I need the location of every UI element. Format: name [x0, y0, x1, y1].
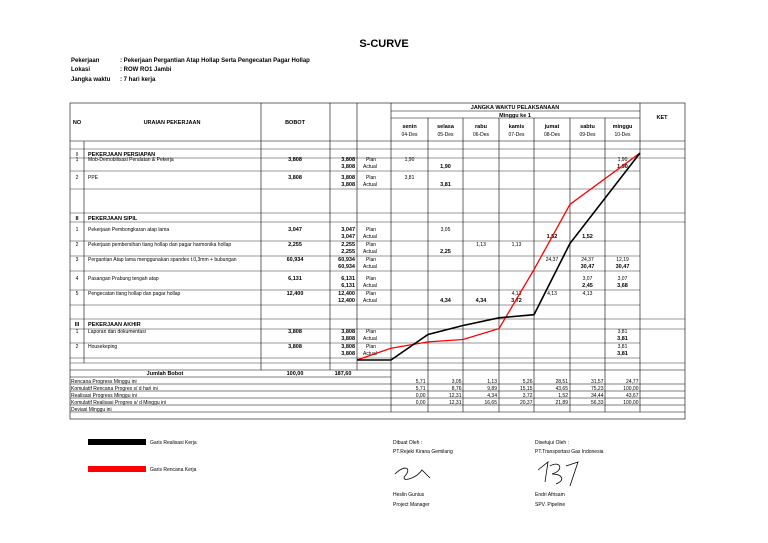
- legend-real-label: Garis Realisasi Kerja: [150, 440, 197, 446]
- item-bobot: 3,808: [288, 157, 302, 163]
- actual-label: Actual: [363, 298, 377, 304]
- summary-value: 8,76: [451, 386, 462, 392]
- plan-value: 24,37: [545, 257, 559, 263]
- summary-value: 1,13: [487, 379, 497, 385]
- plan-label: Plan: [366, 257, 377, 263]
- item-weight-plan: 12,400: [338, 291, 355, 297]
- item-no: 1: [75, 227, 79, 233]
- item-no: 3: [75, 257, 79, 263]
- summary-label: Deviasi Minggu ini: [71, 407, 112, 413]
- signature-supervisor: [538, 462, 578, 486]
- item-bobot: 3,808: [288, 175, 302, 181]
- day-name: rabu: [475, 124, 487, 130]
- summary-value: 43,65: [555, 386, 568, 392]
- made-by-label: Dibuat Oleh :: [393, 440, 423, 446]
- actual-label: Actual: [363, 182, 377, 188]
- item-no: 2: [75, 242, 79, 248]
- summary-value: 0,00: [415, 400, 426, 406]
- legend-plan-swatch: [88, 466, 146, 472]
- day-date: 08-Des: [543, 132, 561, 138]
- item-bobot: 6,131: [288, 276, 302, 282]
- plan-value: 12,19: [616, 257, 629, 263]
- summary-value: 56,33: [590, 400, 604, 406]
- summary-value: 12,31: [448, 393, 462, 399]
- item-bobot: 60,934: [286, 257, 304, 263]
- total-label: Jumlah Bobot: [146, 371, 184, 377]
- summary-value: 24,77: [625, 379, 639, 385]
- day-date: 10-Des: [614, 132, 631, 138]
- actual-value: 2,25: [440, 249, 451, 255]
- approved-by-company: PT.Transportasi Gas Indonesia: [535, 449, 604, 455]
- summary-label: Realisasi Progress Minggu ini: [71, 393, 137, 399]
- summary-value: 100,00: [623, 400, 639, 406]
- item-weight-plan: 6,131: [341, 276, 355, 282]
- summary-value: 3,72: [522, 393, 533, 399]
- summary-value: 9,89: [487, 386, 497, 392]
- summary-value: 43,67: [625, 393, 639, 399]
- plan-value: 3,81: [617, 329, 628, 335]
- item-name: Laporan dan dokumentasi: [88, 329, 146, 335]
- pekerjaan-value: : Pekerjaan Pergantian Atap Hollap Serta Pengecatan Pagar Hollap: [120, 58, 310, 64]
- item-weight-actual: 3,808: [341, 351, 355, 357]
- legend-real-swatch: [88, 439, 146, 445]
- signature-manager: [395, 468, 430, 479]
- header-no: NO: [72, 120, 82, 126]
- item-weight-actual: 3,808: [341, 336, 355, 342]
- summary-value: 3,05: [451, 379, 462, 385]
- made-by-company: PT.Rejeki Kirana Gemilang: [393, 449, 453, 455]
- plan-value: 3,07: [617, 276, 628, 282]
- plan-label: Plan: [366, 227, 377, 233]
- actual-value: 4,34: [475, 298, 487, 304]
- summary-value: 1,52: [558, 393, 568, 399]
- item-bobot: 3,808: [288, 344, 302, 350]
- item-weight-actual: 3,808: [341, 164, 355, 170]
- actual-value: 1,52: [582, 234, 593, 240]
- summary-value: 4,34: [487, 393, 497, 399]
- summary-value: 100,00: [623, 386, 639, 392]
- actual-label: Actual: [363, 249, 377, 255]
- plan-label: Plan: [366, 344, 377, 350]
- item-no: 1: [75, 329, 79, 335]
- summary-value: 5,71: [415, 379, 426, 385]
- header-bobot: BOBOT: [285, 120, 305, 126]
- jangka-value: : 7 hari kerja: [120, 77, 156, 83]
- day-date: 04-Des: [401, 132, 418, 138]
- plan-label: Plan: [366, 157, 377, 163]
- item-weight-actual: 6,131: [341, 283, 355, 289]
- item-weight-plan: 60,934: [338, 257, 355, 263]
- actual-value: 3,68: [617, 283, 628, 289]
- summary-value: 28,51: [555, 379, 568, 385]
- actual-value: 30,47: [615, 264, 630, 270]
- item-bobot: 12,400: [286, 291, 304, 297]
- item-weight-plan: 3,047: [341, 227, 355, 233]
- made-by-name: Heslin Gunius: [393, 492, 425, 498]
- item-no: 1: [75, 157, 79, 163]
- plan-value: 3,81: [404, 175, 415, 181]
- item-weight-actual: 2,255: [341, 249, 355, 255]
- item-no: 2: [75, 175, 79, 181]
- section-3-title: PEKERJAAN AKHIR: [88, 322, 141, 328]
- plan-label: Plan: [366, 175, 377, 181]
- summary-label: Komulatif Realisasi Progres s/ d Minggu ini: [71, 400, 167, 406]
- legend-plan-label: Garis Rencana Kerja: [150, 467, 197, 473]
- item-weight-plan: 2,255: [341, 242, 355, 248]
- actual-value: 3,72: [511, 298, 522, 304]
- day-name: sabtu: [580, 124, 595, 130]
- actual-value: 1,90: [617, 164, 628, 170]
- plan-value: 1,13: [476, 242, 486, 248]
- plan-label: Plan: [366, 242, 377, 248]
- approved-by-role: SPV. Pipeline: [535, 502, 566, 508]
- plan-value: 4,13: [511, 291, 522, 297]
- day-name: minggu: [612, 124, 633, 130]
- item-weight-plan: 3,808: [341, 344, 355, 350]
- item-name: Pekerjaan Pembongkaran atap lama: [88, 227, 170, 233]
- day-name: jumat: [544, 124, 560, 130]
- pekerjaan-label: Pekerjaan: [71, 58, 100, 64]
- actual-value: 2,45: [582, 283, 593, 289]
- actual-label: Actual: [363, 336, 377, 342]
- made-by-role: Project Manager: [393, 502, 430, 508]
- day-date: 07-Des: [508, 132, 525, 138]
- page-title: S-CURVE: [359, 38, 409, 50]
- actual-label: Actual: [363, 234, 377, 240]
- jangka-label: Jangka waktu: [71, 77, 111, 83]
- actual-label: Actual: [363, 164, 377, 170]
- item-weight-plan: 3,808: [341, 329, 355, 335]
- plan-label: Plan: [366, 329, 377, 335]
- summary-value: 21,89: [555, 400, 568, 406]
- day-name: selasa: [437, 124, 454, 130]
- summary-value: 5,71: [415, 386, 426, 392]
- plan-value: 24,37: [581, 257, 594, 263]
- header-uraian: URAIAN PEKERJAAN: [143, 120, 201, 126]
- approved-by-label: Disetujui Oleh :: [535, 440, 569, 446]
- actual-label: Actual: [363, 264, 377, 270]
- item-bobot: 3,808: [288, 329, 302, 335]
- plan-value: 4,13: [547, 291, 557, 297]
- day-name: kamis: [508, 124, 525, 130]
- item-bobot: 3,047: [288, 227, 302, 233]
- summary-value: 0,00: [415, 393, 426, 399]
- plan-value: 1,90: [404, 157, 415, 163]
- plan-value: 3,81: [617, 344, 628, 350]
- section-2-no: II: [75, 216, 79, 222]
- item-name: Mob-Demobilisasi Peralatan & Pekerja: [88, 157, 174, 163]
- item-name: PPE: [88, 175, 99, 181]
- plan-label: Plan: [366, 276, 377, 282]
- item-no: 2: [75, 344, 79, 350]
- section-3-no: III: [74, 322, 80, 328]
- actual-value: 1,52: [546, 234, 558, 240]
- actual-value: 30,47: [580, 264, 595, 270]
- summary-value: 15,15: [519, 386, 533, 392]
- item-name: Pasangan Prabung tengah atap: [88, 276, 159, 282]
- plan-value: 1,13: [511, 242, 522, 248]
- header-jangka: JANGKA WAKTU PELAKSANAAN: [470, 105, 560, 111]
- plan-value: 4,13: [582, 291, 593, 297]
- actual-value: 3,81: [617, 336, 628, 342]
- summary-value: 75,23: [590, 386, 604, 392]
- summary-value: 20,37: [519, 400, 533, 406]
- item-weight-plan: 3,808: [341, 157, 355, 163]
- actual-value: 3,81: [440, 182, 451, 188]
- total-weight: 187,60: [334, 371, 352, 377]
- item-no: 5: [75, 291, 79, 297]
- lokasi-label: Lokasi: [71, 67, 91, 73]
- day-date: 09-Des: [579, 132, 596, 138]
- total-bobot: 100,00: [286, 371, 304, 377]
- item-weight-actual: 60,934: [338, 264, 355, 270]
- header-ket: KET: [656, 115, 668, 121]
- day-date: 06-Des: [472, 132, 490, 138]
- actual-label: Actual: [363, 283, 377, 289]
- item-no: 4: [75, 276, 79, 282]
- plan-value: 3,07: [582, 276, 593, 282]
- day-date: 05-Des: [437, 132, 454, 138]
- summary-value: 12,31: [448, 400, 462, 406]
- item-name: Pekerjaan pembersihan tiang hollap dan pagar harmonika hollap: [88, 242, 232, 248]
- item-bobot: 2,255: [288, 242, 302, 248]
- plan-label: Plan: [366, 291, 377, 297]
- header-minggu: Minggu ke 1: [499, 113, 531, 119]
- plan-value: 3,05: [440, 227, 451, 233]
- section-2-title: PEKERJAAN SIPIL: [88, 216, 138, 222]
- actual-value: 1,90: [440, 164, 451, 170]
- summary-label: Rencana Progress Minggu ini: [71, 379, 137, 385]
- actual-label: Actual: [363, 351, 377, 357]
- item-name: Pengecatan tiang hollap dan pagar hollap: [88, 291, 181, 297]
- item-weight-actual: 12,400: [338, 298, 355, 304]
- day-name: senin: [402, 124, 417, 130]
- summary-value: 31,57: [590, 379, 604, 385]
- summary-label: Komulatif Rencana Progres s/ d hari ini: [71, 386, 158, 392]
- item-weight-actual: 3,808: [341, 182, 355, 188]
- section-1-title: PEKERJAAN PERSIAPAN: [88, 152, 156, 158]
- item-name: Pergantian Atap lama menggunakan spandex t.0,3mm + bubungan: [88, 257, 237, 263]
- item-weight-actual: 3,047: [341, 234, 355, 240]
- summary-value: 5,26: [522, 379, 533, 385]
- section-1-no: I: [76, 152, 78, 158]
- actual-value: 4,34: [440, 298, 451, 304]
- summary-value: 34,44: [590, 393, 604, 399]
- lokasi-value: : ROW RO1 Jambi: [120, 67, 172, 73]
- summary-value: 16,65: [484, 400, 497, 406]
- item-name: Housekeping: [88, 344, 118, 350]
- approved-by-name: Endri Afrisam: [535, 492, 565, 498]
- actual-value: 3,81: [617, 351, 628, 357]
- plan-value: 1,90: [617, 157, 628, 163]
- item-weight-plan: 3,808: [341, 175, 355, 181]
